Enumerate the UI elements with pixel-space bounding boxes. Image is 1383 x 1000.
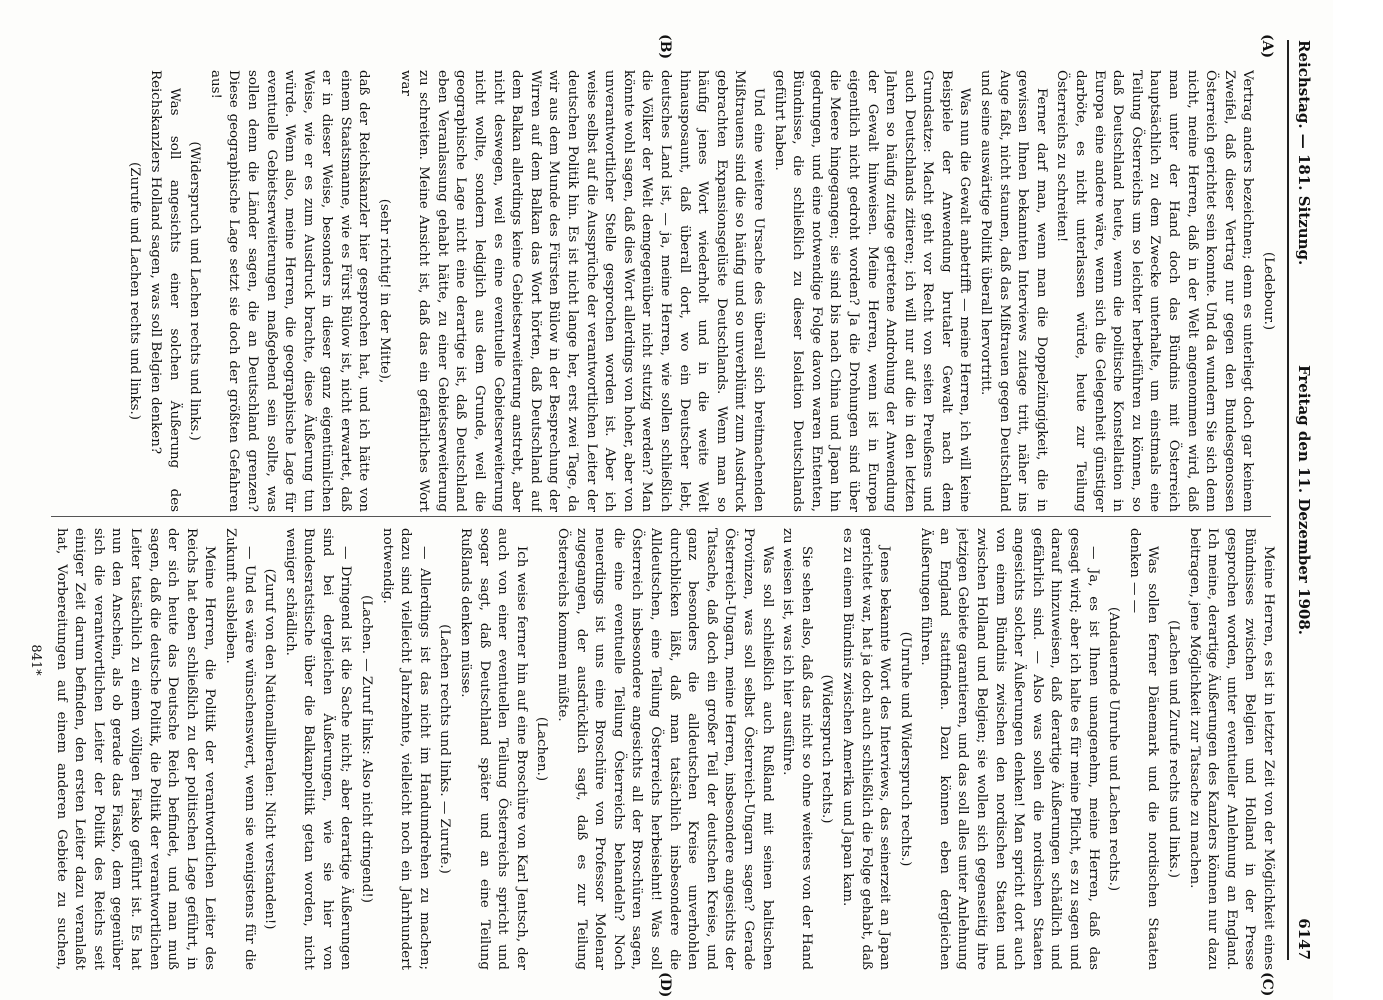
paragraph: Meine Herren, die Politik der verantwortlichen Leiter des Reichs hat eben schließlich zu der politischen Lage geführt, in der sich heute das Deutsche Reich befindet, und man muß sagen, daß die deutsche Politik, die Politik der verantwortlichen Leiter tatsächlich zu einem völligen Fiasko geführt ist. Es hat nun den Anschein, als ob gerade das Fiasko, dem gegenüber sich die verantwortlichen Leiter der Politik des Reichs seit einiger Zeit darum befinden, den ersten Leiter dazu veranlaßt hat, Vorbereitungen auf einem anderen Gebiete zu suchen, bbox=[53, 528, 218, 970]
paragraph: — Ja, es ist Ihnen unangenehm, meine Herren, daß das gesagt wird; aber ich halte es für meine Pflicht, es zu sagen und darauf hinzuweisen, daß derartige Äußerungen schädlich und gefährlich sind. — Also was sollen die nordischen Staaten angesichts solcher Äußerungen denken! Man spricht dort auch von einem Bündnis zwischen den nordischen Staaten und zwischen Holland und Belgien; sie wollen sich gegenseitig ihre jetzigen Gebiete garantieren, und das soll alles unter Anlehnung an England stattfinden. Dazu können eben dergleichen Äußerungen führen. bbox=[918, 528, 1101, 970]
paragraph: daß der Reichskanzler hier gesprochen hat, und ich hätte von einem Staatsmanne, wie es Fürst Bülow ist, nicht erwartet, daß er in dieser Weise, besonders in dieser ganz eigentümlichen Weise, wie er es zum Ausdruck brachte, diese Äußerung tun würde. Wenn also, meine Herren, die geographische Lage für eventuelle Gebietserweiterungen maßgebend sein sollte, was sollen denn die Länder sagen, die an Deutschland grenzen? Diese geographische Lage setzt sie doch der größten Gefahren aus! bbox=[207, 70, 372, 512]
margin-mark-b: (B) bbox=[657, 34, 673, 60]
margin-mark-a: (A) bbox=[1259, 34, 1275, 59]
interjection: (Widerspruch und Lachen rechts und links.) bbox=[187, 141, 203, 441]
paragraph: Vertrag anders bezeichnen; denn es unterliegt doch gar keinem Zweifel, daß dieser Vertrag nur gegen den Bundesgenossen Österreich gerichtet sein konnte. Und da wundern Sie sich denn nicht, meine Herren, daß in der Welt angenommen wird, daß man unter der Hand doch das Bündnis mit Österreich hauptsächlich zu dem Zwecke unterhalte, um einstmals eine Teilung Österreichs um so leichter herbeiführen zu können, so daß Deutschland heute, wenn die politische Konstellation in Europa eine andere wäre, wenn sich die Gelegenheit günstiger darböte, es nicht unterlassen würde, heute zur Teilung Österreichs zu schreiten! bbox=[1054, 70, 1256, 512]
paragraph: — Dringend ist die Sache nicht; aber derartige Äußerungen sind bei dergleichen Äußerungen, wie sie hier von Bundesratstische über die Balkanpolitik getan worden, nicht weniger schädlich. bbox=[282, 528, 354, 970]
margin-mark-d: (D) bbox=[657, 972, 673, 998]
interjection: (Zurufe und Lachen rechts und links.) bbox=[127, 162, 143, 420]
interjection: (Zuruf von den Nationalliberalen: Nicht verstanden!) bbox=[262, 568, 278, 930]
paragraph: Ferner darf man, wenn man die Doppelzüngigkeit, die in gewissen Ihnen bekannten Interviews zutage tritt, näher ins Auge faßt, nicht staunen, daß das Mißtrauen gegen Deutschland und seine auswärtige Politik überall hervortritt. bbox=[978, 70, 1049, 512]
interjection: (Unruhe und Widerspruch rechts.) bbox=[897, 631, 913, 867]
header-page-number: 6147 bbox=[1295, 918, 1313, 960]
paragraph: — Allerdings ist das nicht im Handumdrehen zu machen; dazu sind vielleicht Jahrzehnte, vielleicht noch ein Jahrhundert notwendig. bbox=[379, 528, 432, 970]
paragraph: Was nun die Gewalt anbetrifft — meine Herren, ich will keine Beispiele der Anwendung brutaler Gewalt nach dem Grundsatze: Macht geht vor Recht von seiten Preußens und auch Deutschlands zitieren; ich will nur auf die in den letzten Jahren so häufig zutage getretene Androhung der Anwendung der Gewalt hinweisen. Meine Herren, wenn ist in Europa eigentlich nicht gedroht worden? Ja die Drohungen sind über die Meere hingegangen; sie sind bis nach China und Japan hin gedrungen, und eine notwendige Folge davon waren Ententen, Bündnisse, die schließlich zu dieser Isolation Deutschlands geführt haben. bbox=[771, 70, 973, 512]
interjection: (Lachen.) bbox=[534, 716, 550, 782]
page-header bbox=[1287, 40, 1323, 960]
page-signature: 841* bbox=[28, 644, 43, 676]
interjection: (sehr richtig! in der Mitte), bbox=[377, 198, 393, 384]
paragraph: Ich weise ferner hin auf eine Broschüre von Karl Jentsch, der auch von einer eventuellen Teilung Österreichs spricht und sogar sagt, daß Deutschland später und an eine Teilung Rußlands denken müsse. bbox=[458, 528, 529, 970]
interjection: (Lachen. — Zuruf links: Also nicht dringend!) bbox=[359, 594, 375, 904]
paragraph: Jenes bekannte Wort des Interviews, das seinerzeit an Japan gerichtet war, hat ja doch auch schließlich die Folge gehabt, daß es zu einem Bündnis zwischen Amerika und Japan kam. bbox=[839, 528, 893, 970]
interjection: (Widerspruch rechts.) bbox=[819, 674, 835, 824]
header-session: Reichstag. — 181. Sitzung. bbox=[1295, 40, 1313, 266]
interjection: (Lachen rechts und links. — Zurufe.) bbox=[437, 624, 453, 874]
right-text-column bbox=[52, 528, 1277, 970]
paragraph: Was soll angesichts einer solchen Äußerung des Reichskanzlers Holland sagen, was soll Belgien denken? bbox=[147, 70, 182, 512]
paragraph: Was soll schließlich auch Rußland mit seinen baltischen Provinzen, was soll selbst Österreich-Ungarn sagen? Gerade Österreich-Ungarn, meine Herren, insbesondere angesichts der Tatsache, daß doch ein großer Teil der deutschen Kreise, und ganz besonders die alldeutschen Kreise unverhohlen durchblicken läßt, daß man tatsächlich insbesondere die Alldeutschen, eine Teilung Österreichs herbeisehnt! Was soll Österreich insbesondere angesichts all der Broschüren sagen, die eine eventuelle Teilung Österreichs behandeln? Noch neuerdings ist uns eine Broschüre von Professor Molenar zugegangen, der ausdrücklich sagt, daß es zur Teilung Österreichs kommen müßte. bbox=[555, 528, 775, 970]
interjection: (Andauernde Unruhe und Lachen rechts.) bbox=[1106, 606, 1122, 892]
paragraph: Sie sehen also, daß das nicht so ohne weiteres von der Hand zu weisen ist, was ich hier ausführe. bbox=[780, 528, 814, 970]
paragraph: — Und es wäre wünschenswert, wenn sie wenigstens für die Zukunft ausbleiben. bbox=[222, 528, 257, 970]
interjection: (Ledebour.) bbox=[1261, 251, 1276, 331]
header-date: Freitag den 11. Dezember 1908. bbox=[1295, 365, 1313, 635]
margin-mark-c: (C) bbox=[1259, 972, 1275, 997]
paragraph: Und eine weitere Ursache des überall sich breitmachenden Mißtrauens sind die so häufig und so unverblümt zum Ausdruck gebrachten Expansionsgelüste Deutschlands. Wenn man so häufig jenes Wort wiederholt und in die weite Welt hinausposaunt, daß überall dort, wo ein Deutscher lebt, deutsches Land ist, — ja, meine Herren, wie sollen schließlich die Völker der Welt demgegenüber nicht stutzig werden? Man könnte wohl sagen, daß dies Wort allerdings von hoher, aber von unverantwortlicher Stelle gesprochen worden ist. Aber ich weise selbst auf die Aussprüche der verantwortlichen Leiter der deutschen Politik hin. Es ist nicht lange her, erst zwei Tage, da wir aus dem Munde des Fürsten Bülow in der Besprechung der Wirren auf dem Balkan das Wort hörten, daß Deutschland auf dem Balkan allerdings keine Gebietserweiterung anstrebt, aber nicht deswegen, weil es eine eventuelle Gebietserweiterung nicht wollte, sondern lediglich aus dem Grunde, weil die geographische Lage nicht eine derartige ist, daß Deutschland eben Veranlassung gehabt hätte, zu einer Gebietserweiterung zu schreiten. Meine Ansicht ist, daß das ein gefährliches Wort war bbox=[397, 70, 766, 512]
paragraph: Was sollen ferner Dänemark und die nordischen Staaten denken — — bbox=[1126, 528, 1161, 970]
column-divider bbox=[51, 516, 1271, 517]
paragraph: Meine Herren, es ist in letzter Zeit von der Möglichkeit eines Bündnisses zwischen Belgien und Holland in der Presse gesprochen worden, unter eventueller Anlehnung an England. Ich meine, derartige Äußerungen des Kanzlers können nur dazu beitragen, jene Möglichkeit zur Tatsache zu machen. bbox=[1186, 528, 1276, 970]
left-text-column bbox=[52, 70, 1277, 512]
interjection: (Lachen und Zurufe rechts und links.) bbox=[1166, 620, 1182, 878]
